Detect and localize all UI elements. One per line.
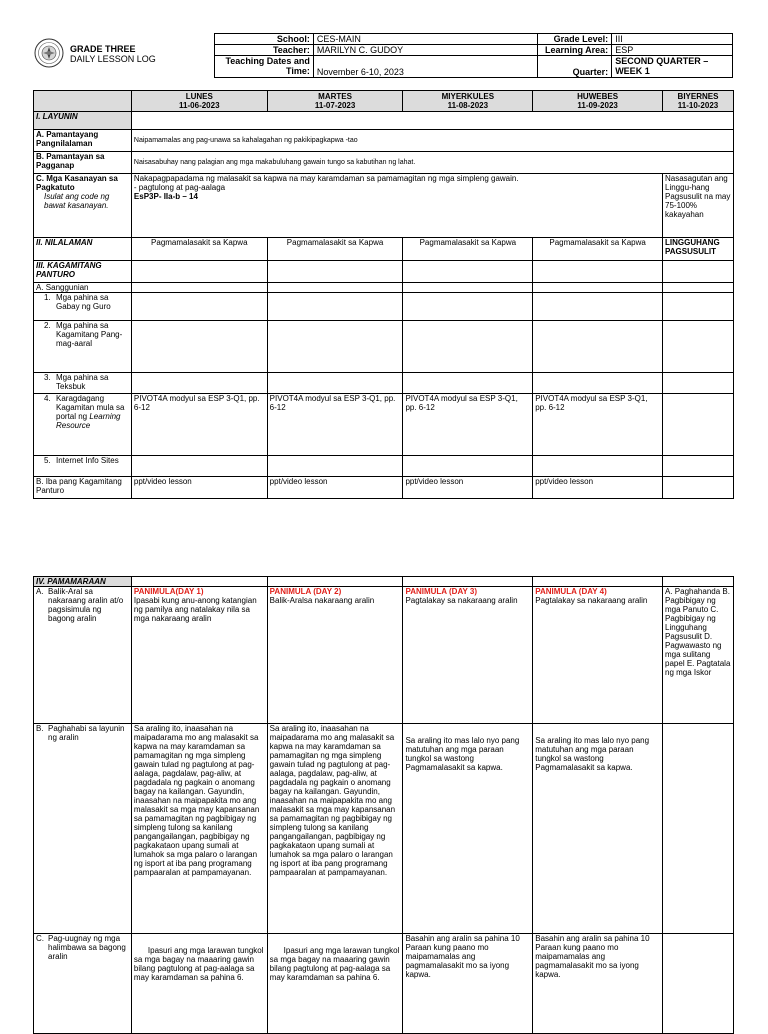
empty-cell xyxy=(533,293,663,321)
panimula-day1-text: Ipasabi kung anu-anong katangian ng pamilya ang natalakay nila sa mga nakaraang aralin xyxy=(133,596,257,623)
nilalaman-huwebes: Pagmamalasakit sa Kapwa xyxy=(533,238,663,261)
paghahabi-martes: Sa araling ito, inaasahan na maipadarama mo ang malasakit sa kapwa na may karamdaman sa pamamagitan ng mga simpleng gawain tulad ng pagtulong at pag-aalaga, pagdalaw, pag-aliw, at pagdadala ng pagkain o anomang bagay na kailangan. Gayundin, inaasahan na maipapakita mo ang malasakit sa mga may kapansanan sa pamamagitan ng pagbibigay ng simpleng tulong sa kanilang pangangailangan, pagbibigay ng pagkakataon upang sumali at lumahok sa mga palaro o larangan ng isport at iba pang programang pampaaralan at pampamayanan. xyxy=(267,724,403,934)
empty-cell xyxy=(533,373,663,394)
empty-cell xyxy=(663,477,734,499)
empty-cell xyxy=(131,373,267,394)
quarter-value-2: WEEK 1 xyxy=(615,66,650,76)
empty-cell xyxy=(267,261,403,283)
paghahabi-label: Paghahabi sa layunin ng aralin xyxy=(48,724,125,742)
panimula-day3-cell xyxy=(403,587,533,724)
day-name: MARTES xyxy=(318,92,352,101)
panimula-day3-text: Pagtalakay sa nakaraang aralin xyxy=(405,596,518,605)
ref-5-cell: 5. Internet Info Sites xyxy=(34,456,132,477)
pag-uugnay-day3-text-2: Paraan kung paano mo maipamamalas ang pagmamalasakit mo sa iyong kapwa. xyxy=(405,943,510,979)
layunin-heading: I. LAYUNIN xyxy=(34,112,132,130)
pag-uugnay-cell: C. Pag-uugnay ng mga halimbawa sa bagong aralin xyxy=(34,934,132,1034)
paghahabi-miyerkules: Sa araling ito mas lalo nyo pang matutuhan ang mga paraan tungkol sa wastong Pagmamalasakit sa kapwa. xyxy=(403,724,533,934)
day-name: HUWEBES xyxy=(577,92,619,101)
panimula-day2-title: PANIMULA (DAY 2) xyxy=(269,587,342,596)
empty-cell xyxy=(267,456,403,477)
header-info-table xyxy=(214,33,733,78)
paghahabi-lunes: Sa araling ito, inaasahan na maipadarama mo ang malasakit sa kapwa na may karamdaman sa pamamagitan ng mga simpleng gawain tulad ng pagtulong at pag-aalaga, pagdalaw, pag-aliw, at pagdadala ng pagkain o anomang bagay na kailangan. Gayundin, inaasahan na maipapakita mo ang malasakit sa mga may kapansanan sa pamamagitan ng pagbibigay ng simpleng tulong sa kanilang pangangailangan, pagbibigay ng pagkakataon upang sumali at lumahok sa mga palaro o larangan ng isport at iba pang programang pampaaralan at pampamayanan. xyxy=(131,724,267,934)
empty-cell xyxy=(663,934,734,1034)
day-date: 11-07-2023 xyxy=(314,101,356,110)
empty-cell xyxy=(267,283,403,293)
empty-cell xyxy=(131,261,267,283)
empty-cell xyxy=(663,283,734,293)
empty-cell xyxy=(267,577,403,587)
empty-cell xyxy=(403,283,533,293)
day-name: LUNES xyxy=(185,92,213,101)
empty-cell xyxy=(131,456,267,477)
ppt-martes: ppt/video lesson xyxy=(267,477,403,499)
day-header-lunes xyxy=(131,91,267,112)
nilalaman-miyerkules: Pagmamalasakit sa Kapwa xyxy=(403,238,533,261)
paghahabi-cell: B. Paghahabi sa layunin ng aralin xyxy=(34,724,132,934)
deped-seal-logo xyxy=(34,38,64,68)
learning-area-label: Learning Area: xyxy=(538,45,612,56)
pivot-huwebes: PIVOT4A modyul sa ESP 3-Q1, pp. 6-12 xyxy=(533,394,663,456)
ref-2-text: Mga pahina sa Kagamitang Pang-mag-aaral xyxy=(56,321,123,348)
grade-level-value: III xyxy=(612,34,733,45)
day-header-martes xyxy=(267,91,403,112)
day-name: BIYERNES xyxy=(677,92,719,101)
pag-uugnay-lunes: Ipasuri ang mga larawan tungkol sa mga bagay na maaaring gawin bilang pagtulong at pag-aalaga sa may karamdaman sa pahina 6. xyxy=(131,934,267,1034)
empty-cell xyxy=(533,261,663,283)
kasanayan-note: Isulat ang code ng bawat kasanayan. xyxy=(44,192,110,210)
pamamaraan-heading: IV. PAMAMARAAN xyxy=(34,577,132,587)
ref-3-text: Mga pahina sa Teksbuk xyxy=(56,373,109,391)
title-line-2: DAILY LESSON LOG xyxy=(70,54,156,64)
ref-1-text: Mga pahina sa Gabay ng Guro xyxy=(56,293,111,311)
kasanayan-code: EsP3P- IIa-b – 14 xyxy=(133,192,198,201)
day-date: 11-09-2023 xyxy=(577,101,618,110)
lesson-table-part-2 xyxy=(33,576,734,1034)
empty-cell xyxy=(267,373,403,394)
iba-pang-kagamitan-label: B. Iba pang Kagamitang Panturo xyxy=(34,477,132,499)
panimula-day1-title: PANIMULA(DAY 1) xyxy=(133,587,204,596)
ref-4-text: Karagdagang Kagamitan mula sa portal ng xyxy=(56,394,125,421)
kasanayan-label-cell xyxy=(34,174,132,238)
empty-cell xyxy=(663,373,734,394)
teaching-dates-label xyxy=(215,56,314,78)
pag-uugnay-day4-text-2: Paraan kung paano mo maipamamalas ang pagmamalasakit mo sa iyong kapwa. xyxy=(535,943,639,979)
friday-procedure: A. Paghahanda B. Pagbibigay ng mga Panuto C. Pagbibigay ng Lingguhang Pagsusulit D. Pagwawasto ng mga sulitang papel E. Pagtatala ng mga Iskor xyxy=(663,587,734,724)
nilalaman-lunes: Pagmamalasakit sa Kapwa xyxy=(131,238,267,261)
panimula-day2-cell xyxy=(267,587,403,724)
empty-cell xyxy=(533,456,663,477)
lesson-log-title xyxy=(70,44,156,64)
kasanayan-text-2: - pagtulong at pag-aalaga xyxy=(133,183,226,192)
day-header-huwebes xyxy=(533,91,663,112)
learning-area-value: ESP xyxy=(612,45,733,56)
kagamitan-label: III. KAGAMITANG PANTURO xyxy=(34,261,132,283)
teaching-dates-label-2: Time: xyxy=(285,66,310,76)
school-value: CES-MAIN xyxy=(313,34,537,45)
empty-cell xyxy=(663,456,734,477)
empty-cell xyxy=(267,293,403,321)
empty-cell xyxy=(663,577,734,587)
pivot-miyerkules: PIVOT4A modyul sa ESP 3-Q1, pp. 6-12 xyxy=(403,394,533,456)
pag-uugnay-martes: Ipasuri ang mga larawan tungkol sa mga bagay na maaaring gawin bilang pagtulong at pag-aalaga sa may karamdaman sa pahina 6. xyxy=(267,934,403,1034)
day-header-miyerkules xyxy=(403,91,533,112)
empty-cell xyxy=(131,283,267,293)
day-header-biyernes xyxy=(663,91,734,112)
pag-uugnay-miyerkules xyxy=(403,934,533,1034)
school-label: School: xyxy=(215,34,314,45)
pivot-lunes: PIVOT4A modyul sa ESP 3-Q1, pp. 6-12 xyxy=(131,394,267,456)
ref-2-cell: 2. Mga pahina sa Kagamitang Pang-mag-aaral xyxy=(34,321,132,373)
quarter-value xyxy=(612,56,733,78)
empty-cell xyxy=(663,293,734,321)
nilalaman-label: II. NILALAMAN xyxy=(34,238,132,261)
quarter-value-1: SECOND QUARTER – xyxy=(615,56,709,66)
title-line-1: GRADE THREE xyxy=(70,44,136,54)
day-header-blank xyxy=(34,91,132,112)
layunin-blank xyxy=(131,112,733,130)
empty-cell xyxy=(533,577,663,587)
grade-level-label: Grade Level: xyxy=(538,34,612,45)
balik-aral-cell: A. Balik-Aral sa nakaraang aralin at/o pagsisimula ng bagong aralin xyxy=(34,587,132,724)
teacher-value: MARILYN C. GUDOY xyxy=(313,45,537,56)
kasanayan-friday: Nasasagutan ang Linggu-hang Pagsusulit na may 75-100% kakayahan xyxy=(663,174,734,238)
day-date: 11-08-2023 xyxy=(447,101,489,110)
ppt-miyerkules: ppt/video lesson xyxy=(403,477,533,499)
panimula-day3-title: PANIMULA (DAY 3) xyxy=(405,587,478,596)
kasanayan-label: C. Mga Kasanayan sa Pagkatuto xyxy=(36,174,118,192)
pag-uugnay-label: Pag-uugnay ng mga halimbawa sa bagong aralin xyxy=(48,934,126,961)
teacher-label: Teacher: xyxy=(215,45,314,56)
panimula-day4-title: PANIMULA (DAY 4) xyxy=(535,587,607,596)
teaching-dates-value: November 6-10, 2023 xyxy=(313,56,537,78)
empty-cell xyxy=(131,293,267,321)
teaching-dates-label-1: Teaching Dates and xyxy=(225,56,310,66)
empty-cell xyxy=(533,321,663,373)
empty-cell xyxy=(403,321,533,373)
empty-cell xyxy=(663,724,734,934)
ref-4-cell: 4. Karagdagang Kagamitan mula sa portal ng Learning Resource xyxy=(34,394,132,456)
empty-cell xyxy=(663,394,734,456)
sanggunian-label: A. Sanggunian xyxy=(34,283,132,293)
ref-1-cell: 1. Mga pahina sa Gabay ng Guro xyxy=(34,293,132,321)
empty-cell xyxy=(403,373,533,394)
nilalaman-friday: LINGGUHANG PAGSUSULIT xyxy=(663,238,734,261)
pivot-martes: PIVOT4A modyul sa ESP 3-Q1, pp. 6-12 xyxy=(267,394,403,456)
pamantayan-pagganap-label: B. Pamantayan sa Pagganap xyxy=(34,152,132,174)
ref-5-text: Internet Info Sites xyxy=(56,456,119,465)
kasanayan-text-1: Nakapagpapadama ng malasakit sa kapwa na may karamdaman sa pamamagitan ng mga simpleng gawain. xyxy=(133,174,519,183)
empty-cell xyxy=(131,577,267,587)
pamantayang-pangnilalaman-label: A. Pamantayang Pangnilalaman xyxy=(34,130,132,152)
empty-cell xyxy=(131,321,267,373)
pag-uugnay-day4-text-1: Basahin ang aralin sa pahina 10 xyxy=(535,934,650,943)
empty-cell xyxy=(267,321,403,373)
panimula-day4-cell xyxy=(533,587,663,724)
empty-cell xyxy=(403,456,533,477)
day-name: MIYERKULES xyxy=(441,92,495,101)
empty-cell xyxy=(403,261,533,283)
paghahabi-huwebes: Sa araling ito mas lalo nyo pang matutuhan ang mga paraan tungkol sa wastong Pagmamalasakit sa kapwa. xyxy=(533,724,663,934)
ref-4-learning-resource: Learning Resource xyxy=(56,412,121,430)
balik-aral-label: Balik-Aral sa nakaraang aralin at/o pagsisimula ng bagong aralin xyxy=(48,587,124,623)
day-date: 11-06-2023 xyxy=(179,101,220,110)
empty-cell xyxy=(663,321,734,373)
panimula-day2-text: Balik-Aralsa nakaraang aralin xyxy=(269,596,375,605)
empty-cell xyxy=(533,283,663,293)
nilalaman-martes: Pagmamalasakit sa Kapwa xyxy=(267,238,403,261)
empty-cell xyxy=(403,577,533,587)
empty-cell xyxy=(403,293,533,321)
quarter-label: Quarter: xyxy=(538,56,612,78)
ppt-huwebes: ppt/video lesson xyxy=(533,477,663,499)
ref-3-cell: 3. Mga pahina sa Teksbuk xyxy=(34,373,132,394)
pag-uugnay-day3-text-1: Basahin ang aralin sa pahina 10 xyxy=(405,934,520,943)
ppt-lunes: ppt/video lesson xyxy=(131,477,267,499)
panimula-day4-text: Pagtalakay sa nakaraang aralin xyxy=(535,596,648,605)
empty-cell xyxy=(663,261,734,283)
lesson-table-part-1 xyxy=(33,90,734,499)
kasanayan-text-cell xyxy=(131,174,662,238)
pag-uugnay-huwebes xyxy=(533,934,663,1034)
pamantayang-pangnilalaman-text: Naipamamalas ang pag-unawa sa kahalagahan ng pakikipagkapwa -tao xyxy=(131,130,733,152)
pamantayan-pagganap-text: Naisasabuhay nang palagian ang mga makabuluhang gawain tungo sa kabutihan ng lahat. xyxy=(131,152,733,174)
panimula-day1-cell xyxy=(131,587,267,724)
day-date: 11-10-2023 xyxy=(677,101,719,110)
